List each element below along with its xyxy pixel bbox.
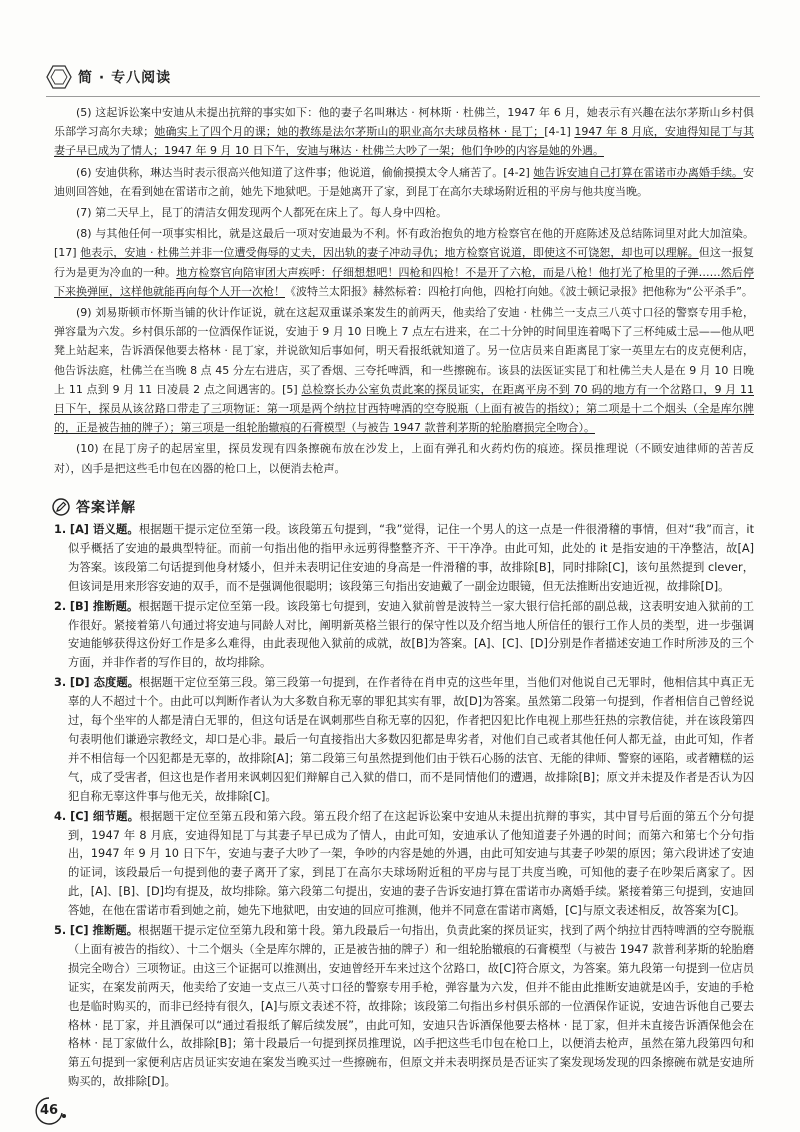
passage-paragraph bbox=[54, 203, 754, 222]
answer-explanation-text: 根据题干提示定位至第一段。该段第五句提到，“我”觉得，记住一个男人的这一点是一件很滑稽的事情，但对“我”而言，it 似乎概括了安迪的最典型特征。而前一句指出他的指甲永远剪得整整齐齐、干干净净。由此可知，此处的 it 是指安迪的干净整洁，故[A]为答案。该段第二句话提到他身材矮小，但并未表明记住安迪的身高是一件滑稽的事，故排除[B]，同时排除[C]，该句虽然提到 clever，但该词是用来形容安迪的双手，而不是强调他很聪明；该段第三句指出安迪戴了一副金边眼镜，但无法推断出安迪近视，故排除[D]。 bbox=[68, 523, 754, 593]
underlined-text: 他表示，安迪 · 杜佛兰并非一位遭受侮辱的丈夫，因出轨的妻子冲动寻仇；地方检察官说道，即使这不可饶恕，却也可以理解。 bbox=[80, 246, 699, 260]
underlined-text: 她确实上了四个月的课；她的教练是法尔茅斯山的职业高尔夫球员格林 · 昆丁； bbox=[154, 125, 545, 139]
passage-paragraph bbox=[54, 439, 754, 477]
answer-explanation-text: 根据题干提示定位至第九段和第十段。第九段最后一句指出，负责此案的探员证实，找到了两个纳拉甘西特啤酒的空夸脱瓶（上面有被告的指纹）、十二个烟头（全是库尔牌的，正是被告抽的牌子）和一组轮胎辙痕的石膏模型（与被告 1947 款普利茅斯的轮胎磨损完全吻合）三项物证。由这三个证据可以推测出，安迪曾经开车来过这个岔路口，故[C]符合原文，为答案。第九段第一句提到一位店员证实，在案发前两天，他卖给了安迪一支点三八英寸口径的警察专用手枪，弹容量为六发，但并不能由此推断安迪就是凶手，安迪的手枪也是临时购买的，而非已经持有很久，[A]与原文表述不符，故排除；该段第二句指出乡村俱乐部的一位酒保作证说，安迪告诉他自己要去格林 · 昆丁家，并且酒保可以“通过看报纸了解后续发展”，由此可知，安迪只告诉酒保他要去格林 · 昆丁家，但并未直接告诉酒保他会在格林 · 昆丁家做什么，故排除[B]；第十段最后一句提到探员推理说，凶手把这些毛巾包在枪口上，以便消去枪声，虽然在第九段第四句和第五句提到一家便利店店员证实安迪在案发当晚买过一些擦碗布，但原文并未表明探员是否证实了案发现场发现的四条擦碗布就是安迪所购买的，故排除[D]。 bbox=[68, 924, 755, 1089]
answer-type-tag: [A] 语义题。 bbox=[69, 523, 139, 536]
answer-number: 5. bbox=[54, 924, 67, 938]
underlined-text: 总检察长办公室负责此案的探员证实，在距离平房不到 70 码的地方有一个岔路口，9 月 11 日下午，探员从该岔路口带走了三项物证：第一项是两个纳拉甘西特啤酒的空夸脱瓶（上面有被告的指纹）；第二项是十二个烟头（全是库尔牌的，正是被告抽的牌子）；第三项是一组轮胎辙痕的石膏模型（与被告 1947 款普利茅斯的轮胎磨损完全吻合）。 bbox=[54, 382, 754, 435]
reading-passage bbox=[54, 103, 754, 480]
passage-paragraph bbox=[54, 163, 754, 201]
answer-number: 4. bbox=[54, 809, 67, 823]
answer-item bbox=[54, 808, 754, 921]
paragraph-text: (7) 第二天早上，昆丁的清洁女佣发现两个人都死在床上了。每人身中四枪。 bbox=[76, 206, 448, 220]
passage-paragraph bbox=[54, 103, 754, 161]
hexagon-logo-icon bbox=[46, 65, 72, 89]
answer-explanation-text: 根据题干定位至第五段和第六段。第五段介绍了在这起诉讼案中安迪从未提出抗辩的事实，其中冒号后面的第五个分句提到，1947 年 8 月底，安迪得知昆丁与其妻子早已成为了情人，由此可知，安迪承认了他知道妻子外遇的时间；而第六和第七个分句指出，1947 年 9 月 10 日下午，安迪与妻子大吵了一架，争吵的内容是她的外遇，由此可知安迪与其妻子吵架的原因；第六段讲述了安迪的证词，该段最后一句提到他的妻子离开了家，到昆丁在高尔夫球场附近租的平房与昆丁共度当晚，可知他的妻子在吵架后离家了。因此，[A]、[B]、[D]均有提及，故均排除。第六段第二句提出，安迪的妻子告诉安迪打算在雷诺市办离婚手续。紧接着第三句提到，安迪回答她，在他在雷诺市看到她之前，她先下地狱吧，由安迪的回应可推测，他并不同意在雷诺市离婚，[C]与原文表述相反，故答案为[C]。 bbox=[68, 809, 754, 918]
answer-item bbox=[54, 598, 754, 674]
pencil-icon bbox=[52, 498, 70, 516]
answers-heading bbox=[52, 497, 136, 517]
paragraph-text: (5) 这起诉讼案中安迪从未提出抗辩的事实如下：他的妻子名叫琳达 · 柯林斯 · 杜佛兰，1947 年 6 月，她表示有兴趣在法尔茅斯山乡村俱乐部学习高尔夫球； bbox=[54, 106, 754, 139]
answers-title: 答案详解 bbox=[76, 500, 136, 516]
paragraph-text: [4-1] bbox=[544, 125, 575, 139]
paragraph-text: (6) 安迪供称，琳达当时表示很高兴他知道了这件事；他说道，偷偷摸摸太令人痛苦了。[4-2] bbox=[76, 165, 534, 179]
answer-explanation-text: 根据题干定位至第三段。第三段第一句提到，在作者待在肖申克的这些年里，当他们对他说自己无罪时，他相信其中真正无辜的人不超过十个。由此可以判断作者认为大多数自称无辜的罪犯其实有罪，故[D]为答案。虽然第二段第一句提到，作者相信自己曾经说过，每个坐牢的人都是清白无罪的，但这句话是在讽刺那些自称无辜的囚犯，作者把囚犯比作电视上那些狂热的宗教信徒，并在该段第四句表明他们谦逊宗教经文，却口是心非。最后一句直接指出大多数囚犯都是卑劣者，对他们自己或者其他任何人都无益，由此可知，作者并不相信每一个囚犯都是无辜的，故排除[A]；第二段第三句虽然提到他们由于铁石心肠的法官、无能的律师、警察的诬陷，或者糟糕的运气，成了受害者，但这也是作者用来讽刺囚犯们辩解自己入狱的借口，而不是同情他们的遭遇，故排除[B]；原文并未提及作者是否认为囚犯自称无辜这件事与他无关，故排除[C]。 bbox=[68, 676, 754, 803]
paragraph-text: 但这一报复行为是更为冷血的一种。 bbox=[54, 246, 755, 279]
underlined-text: 地方检察官向陪审团大声疾呼：仔细想想吧！四枪和四枪！不是开了六枪，而是八枪！他打光了枪里的子弹……然后停下来换弹匣，这样他就能再向每个人开一次枪！ bbox=[54, 265, 754, 298]
answer-item bbox=[54, 922, 754, 1092]
answer-item bbox=[54, 674, 754, 806]
paragraph-text: 《波特兰太阳报》赫然标着：四枪打向他，四枪打向她。《波士顿记录报》把他称为“公平杀手”。 bbox=[285, 284, 753, 298]
answer-explanations bbox=[54, 521, 754, 1093]
answer-type-tag: [B] 推断题。 bbox=[69, 599, 139, 613]
answer-number: 2. bbox=[54, 599, 67, 613]
paragraph-text: 安迪则回答她，在看到她在雷诺市之前，她先下地狱吧。于是她离开了家，到昆丁在高尔夫球场附近租的平房与他共度当晚。 bbox=[54, 165, 755, 198]
paragraph-text: (9) 刘易斯顿市怀斯当铺的伙计作证说，就在这起双重谋杀案发生的前两天，他卖给了安迪 · 杜佛兰一支点三八英寸口径的警察专用手枪，弹容量为六发。乡村俱乐部的一位酒保作证说，安迪于 9 月 10 日晚上 7 点左右进来，在二十分钟的时间里连着喝下了三杯纯威士忌——他从吧凳上站起来，告诉酒保他要去格林 · 昆丁家，并说欲知后事如何，明天看报纸就知道了。另一位店员来自距离昆丁家一英里左右的皮克便利店，他告诉法庭，杜佛兰在当晚 8 点 45 分左右进店，买了香烟、三夸托啤酒，和一些擦碗布。该县的法医证实昆丁和杜佛兰夫人是在 9 月 10 日晚上 11 点到 9 月 11 日凌晨 2 点之间遇害的。[5] bbox=[54, 306, 754, 396]
answer-explanation-text: 根据题干提示定位至第一段。该段第七句提到，安迪入狱前曾是波特兰一家大银行信托部的副总裁，这表明安迪入狱前的工作很好。紧接着第八句通过将安迪与同龄人对比，阐明新英格兰银行的保守性以及介绍当地人所信任的银行工作人员的类型，进一步强调安迪能够获得这份好工作是多么难得，由此表现他入狱前的成就，故[B]为答案。[A]、[C]、[D]分别是作者描述安迪工作时所涉及的三个方面，并非作者的写作目的，故均排除。 bbox=[68, 599, 754, 670]
page-number: 46 bbox=[39, 1103, 59, 1118]
underlined-text: 她告诉安迪自己打算在雷诺市办离婚手续。 bbox=[533, 165, 744, 179]
answer-type-tag: [C] 推断题。 bbox=[69, 924, 139, 938]
underlined-text: 1947 年 8 月底，安迪得知昆丁与其妻子早已成为了情人；1947 年 9 月 10 日下午，安迪与琳达 · 杜佛兰大吵了一架；他们争吵的内容是她的外遇。 bbox=[54, 125, 755, 158]
answer-item bbox=[54, 521, 754, 597]
answer-number: 3. bbox=[54, 676, 67, 690]
passage-paragraph bbox=[54, 224, 754, 301]
paragraph-text: (8) 与其他任何一项事实相比，就是这最后一项对安迪最为不利。怀有政治抱负的地方检察官在他的开庭陈述及总结陈词里对此大加渲染。[17] bbox=[54, 227, 754, 260]
header-divider bbox=[46, 96, 760, 97]
passage-paragraph bbox=[54, 303, 754, 437]
answer-type-tag: [D] 态度题。 bbox=[69, 676, 140, 690]
page-number-badge bbox=[34, 1095, 68, 1129]
paragraph-text: (10) 在昆丁房子的起居室里，探员发现有四条擦碗布放在沙发上，上面有弹孔和火药灼伤的痕迹。探员推理说（不顾安迪律师的苦苦反对），凶手是把这些毛巾包在凶器的枪口上，以便消去枪声。 bbox=[54, 442, 754, 475]
section-title: 简 · 专八阅读 bbox=[78, 70, 172, 86]
answer-number: 1. bbox=[54, 523, 67, 536]
page-header bbox=[46, 64, 171, 90]
answer-type-tag: [C] 细节题。 bbox=[70, 809, 140, 823]
